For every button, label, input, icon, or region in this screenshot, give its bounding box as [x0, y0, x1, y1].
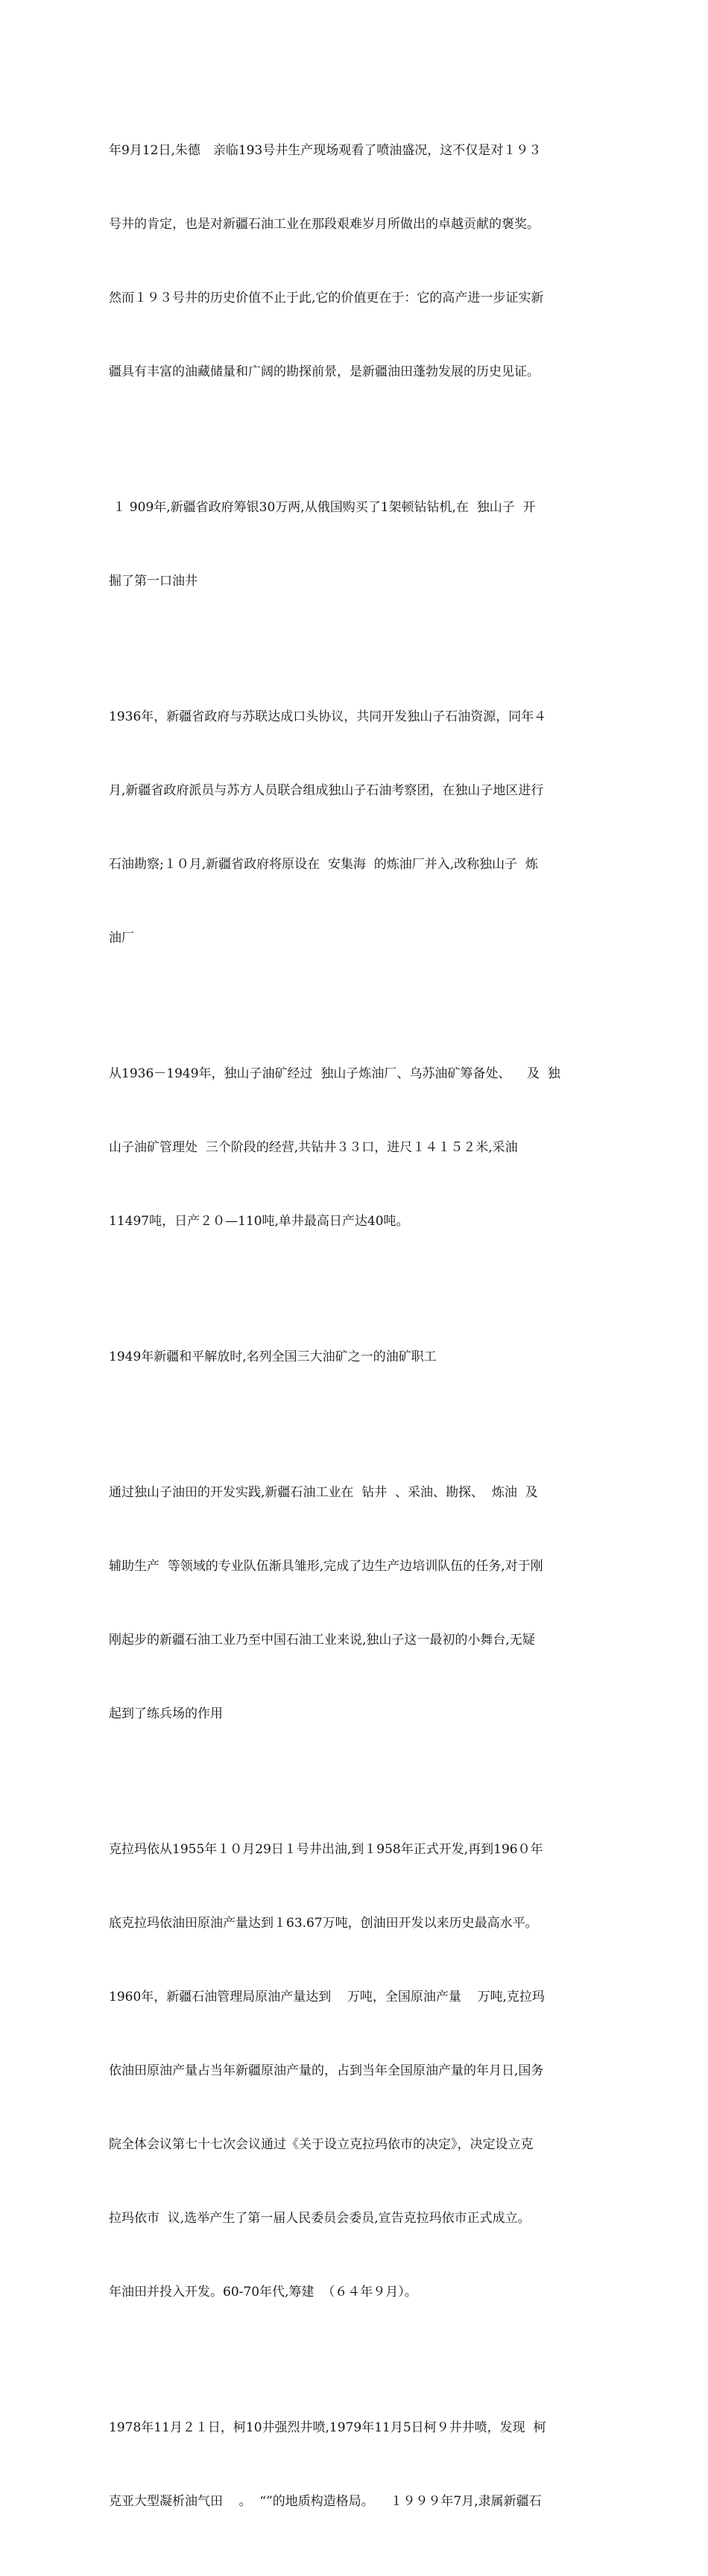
- paragraph-1978: [109, 2367, 605, 2563]
- text-line: 号井的肯定，也是对新疆石油工业在那段艰难岁月所做出的卓越贡献的褒奖。: [109, 217, 540, 232]
- text-line: 克亚大型凝析油气田 。 “”的地质构造格局。 １９９９年7月,隶属新疆石: [109, 2494, 542, 2509]
- text-line: １ 909年,新疆省政府筹银30万两,从俄国购买了1架顿钻钻机,在 独山子 开: [109, 500, 536, 515]
- text-line: 石油勘察;１０月,新疆省政府将原设在 安集海 的炼油厂并入,改称独山子 炼: [109, 857, 538, 872]
- text-line: 年9月12日,朱德 亲临193号井生产现场观看了喷油盛况，这不仅是对１９３: [109, 143, 542, 158]
- text-line: 依油田原油产量占当年新疆原油产量的，占到当年全国原油产量的年月日,国务: [109, 2063, 544, 2078]
- paragraph-dushanzi-practice: [109, 1431, 605, 1776]
- text-line: 山子油矿管理处 三个阶段的经营,共钻井３３口，进尺１４１５２米,采油: [109, 1140, 518, 1155]
- paragraph-193-well: [109, 89, 605, 434]
- text-line: 1978年11月２１日，柯10井强烈井喷,1979年11月5日柯９井井喷，发现 柯: [109, 2420, 546, 2435]
- text-line: 1960年，新疆石油管理局原油产量达到 万吨，全国原油产量 万吨,克拉玛: [109, 1990, 545, 2004]
- paragraph-1936-1949: [109, 1013, 605, 1283]
- text-line: 油厂: [109, 931, 134, 946]
- text-line: 11497吨，日产２０—110吨,单井最高日产达40吨。: [109, 1214, 409, 1229]
- text-line: 从1936－1949年，独山子油矿经过 独山子炼油厂、乌苏油矿筹备处、 及 独: [109, 1066, 560, 1081]
- text-line: 辅助生产 等领域的专业队伍渐具雏形,完成了边生产边培训队伍的任务,对于刚: [109, 1559, 543, 1574]
- paragraph-1949: [109, 1296, 605, 1419]
- text-line: 然而１９３号井的历史价值不止于此,它的价值更在于：它的高产进一步证实新: [109, 291, 544, 306]
- text-line: 克拉玛依从1955年１０月29日１号井出油,到１958年正式开发,再到196０年: [109, 1842, 543, 1857]
- text-line: 1949年新疆和平解放时,名列全国三大油矿之一的油矿职工: [109, 1349, 437, 1364]
- text-line: 月,新疆省政府派员与苏方人员联合组成独山子石油考察团，在独山子地区进行: [109, 783, 544, 798]
- text-line: 疆具有丰富的油藏储量和广阔的勘探前景，是新疆油田蓬勃发展的历史见证。: [109, 364, 540, 379]
- document-body: [109, 89, 605, 2576]
- text-line: 年油田并投入开发。60-70年代,筹建 （６４年９月）。: [109, 2285, 417, 2300]
- text-line: 起到了练兵场的作用: [109, 1706, 223, 1721]
- text-line: 通过独山子油田的开发实践,新疆石油工业在 钻井 、采油、勘探、 炼油 及: [109, 1485, 538, 1500]
- text-line: 1936年，新疆省政府与苏联达成口头协议，共同开发独山子石油资源，同年４: [109, 709, 547, 724]
- text-line: 底克拉玛依油田原油产量达到１63.67万吨，创油田开发以来历史最高水平。: [109, 1916, 538, 1931]
- paragraph-1936: [109, 656, 605, 1000]
- text-line: 拉玛依市 议,选举产生了第一届人民委员会委员,宣告克拉玛依市正式成立。: [109, 2211, 531, 2226]
- paragraph-1909: [109, 446, 605, 643]
- paragraph-karamay: [109, 1788, 605, 2354]
- text-line: 刚起步的新疆石油工业乃至中国石油工业来说,独山子这一最初的小舞台,无疑: [109, 1633, 535, 1648]
- text-line: 掘了第一口油井: [109, 574, 197, 589]
- text-line: 院全体会议第七十七次会议通过《关于设立克拉玛依市的决定》，决定设立克: [109, 2137, 534, 2152]
